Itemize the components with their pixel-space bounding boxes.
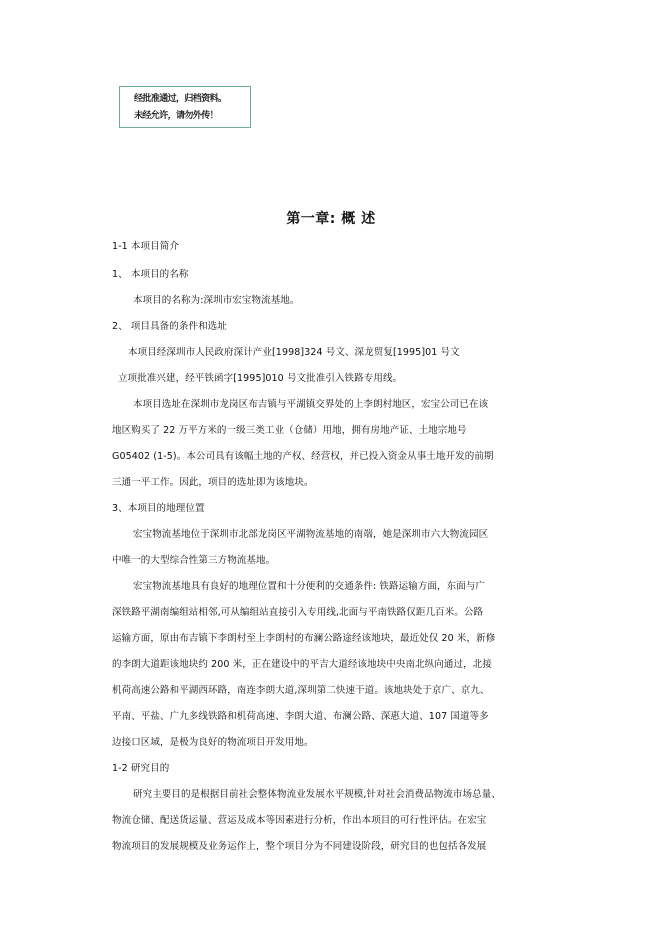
paragraph-line: 地区购买了 22 万平方米的一级三类工业（仓储）用地，拥有房地产证、土地宗地号 [112,425,467,436]
subheading-location: 3、本项目的地理位置 [112,503,205,514]
paragraph-line: 边接口区域，是极为良好的物流项目开发用地。 [112,737,314,748]
subheading-conditions-site: 2、 项目具备的条件和选址 [112,321,227,332]
section-heading-1-2: 1-2 研究目的 [112,763,170,774]
paragraph-line: 物流项目的发展规模及业务运作上，整个项目分为不同建设阶段，研究目的也包括各发展 [112,841,487,852]
section-heading-1-1: 1-1 本项目简介 [112,241,179,252]
paragraph-line: 平南、平盐、广九多线铁路和机荷高速、李朗大道、布澜公路、深惠大道、107 国道等多 [112,711,489,722]
paragraph-line: 宏宝物流基地位于深圳市北部龙岗区平湖物流基地的南端，她是深圳市六大物流园区 [133,529,489,540]
paragraph-line: 物流仓储、配送货运量、营运及成本等因素进行分析，作出本项目的可行性评估。在宏宝 [112,815,487,826]
paragraph-line: 运输方面，原由布吉镇下李朗村至上李朗村的布澜公路途经该地块，最近处仅 20 米，新修 [112,633,496,644]
paragraph-line: 立项批准兴建，经平铁函字[1995]010 号文批准引入铁路专用线。 [118,373,403,384]
approval-notice-box [119,86,251,128]
paragraph-line: 研究主要目的是根据目前社会整体物流业发展水平规模,针对社会消费品物流市场总量、 [133,789,501,800]
paragraph-line: 机荷高速公路和平湖西环路，南连李朗大道,深圳第二快速干道。该地块处于京广、京九、 [112,685,490,696]
paragraph-line: 三通一平工作。因此，项目的选址即为该地块。 [112,477,314,488]
notice-line-no-distribution: 未经允许，请勿外传！ [134,111,219,121]
paragraph-line: G05402 (1-5)。本公司具有该幅土地的产权、经营权，并已投入资金从事土地开发的前期 [112,451,494,462]
paragraph-line: 本项目选址在深圳市龙岗区布吉镇与平湖镇交界处的上李朗村地区，宏宝公司已在该 [133,399,489,410]
paragraph-line: 中唯一的大型综合性第三方物流基地。 [112,555,276,566]
paragraph-line: 深铁路平湖南编组站相邻,可从编组站直接引入专用线,北面与平南铁路仅距几百米。公路 [112,607,484,618]
paragraph-line: 宏宝物流基地具有良好的地理位置和十分便利的交通条件: 铁路运输方面，东面与广 [133,581,486,592]
chapter-title: 第一章: 概 述 [286,211,376,227]
subheading-project-name: 1、 本项目的名称 [112,269,189,280]
notice-line-approved: 经批准通过，归档资料。 [134,94,227,104]
paragraph-line: 本项目的名称为:深圳市宏宝物流基地。 [133,295,300,306]
paragraph-line: 本项目经深圳市人民政府深计产业[1998]324 号文、深龙贸复[1995]01 号文 [128,347,460,358]
paragraph-line: 的李朗大道距该地块约 200 米，正在建设中的平吉大道经该地块中央南北纵向通过，北接 [112,659,492,670]
